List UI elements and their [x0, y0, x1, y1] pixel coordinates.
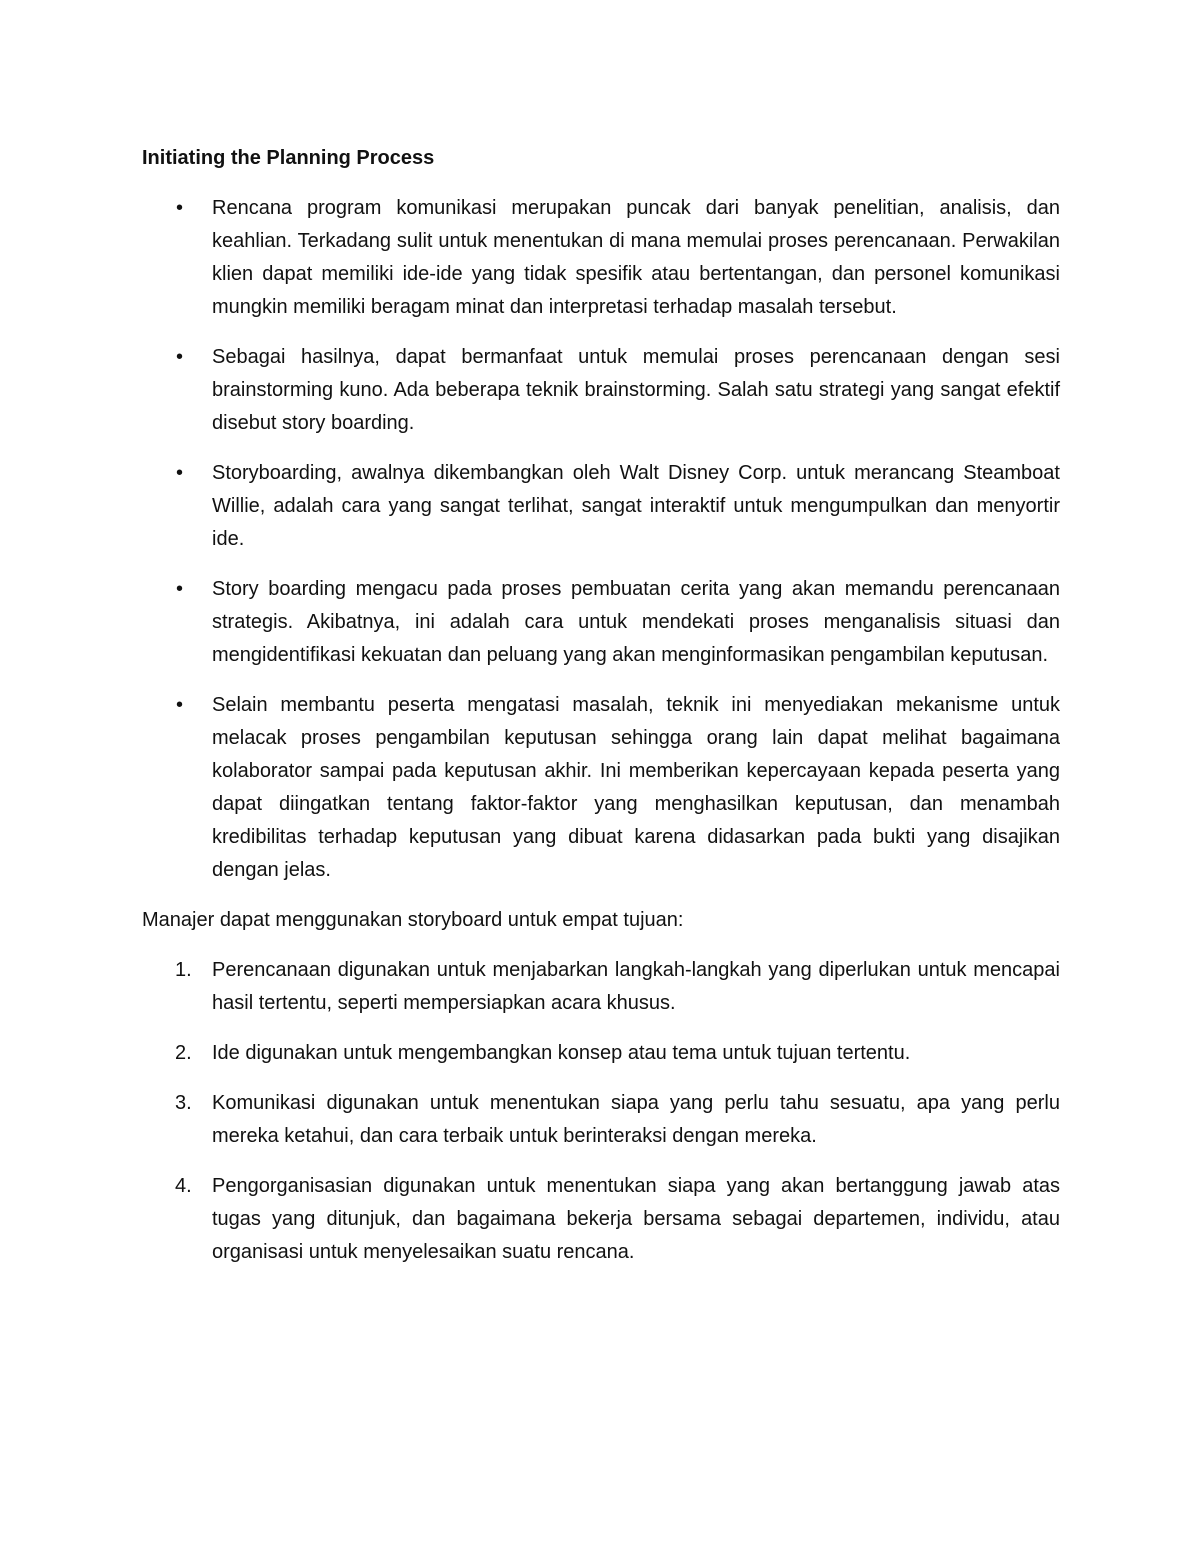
bullet-item	[142, 457, 1060, 556]
numbered-item	[142, 954, 1060, 1020]
bullet-text: Selain membantu peserta mengatasi masalah, teknik ini menyediakan mekanisme untuk melacak proses pengambilan keputusan sehingga orang lain dapat melihat bagaimana kolaborator sampai pada keputusan akhir. Ini memberikan kepercayaan kepada peserta yang dapat diingatkan tentang faktor-faktor yang menghasilkan keputusan, dan menambah kredibilitas terhadap keputusan yang dibuat karena didasarkan pada bukti yang disajikan dengan jelas.	[212, 694, 1060, 881]
item-number: 1.	[175, 959, 192, 981]
numbered-item	[142, 1170, 1060, 1269]
bullet-text: Story boarding mengacu pada proses pembuatan cerita yang akan memandu perencanaan strategis. Akibatnya, ini adalah cara untuk mendekati proses menganalisis situasi dan mengidentifikasi kekuatan dan peluang yang akan menginformasikan pengambilan keputusan.	[212, 578, 1060, 666]
bullet-item	[142, 341, 1060, 440]
item-number: 2.	[175, 1042, 192, 1064]
bullet-marker: •	[176, 197, 184, 219]
item-number: 3.	[175, 1092, 192, 1114]
bullet-marker: •	[176, 462, 184, 484]
item-text: Perencanaan digunakan untuk menjabarkan langkah-langkah yang diperlukan untuk mencapai hasil tertentu, seperti mempersiapkan acara khusus.	[212, 959, 1060, 1014]
bullet-text: Sebagai hasilnya, dapat bermanfaat untuk memulai proses perencanaan dengan sesi brainstorming kuno. Ada beberapa teknik brainstorming. Salah satu strategi yang sangat efektif disebut story boarding.	[212, 346, 1060, 434]
numbered-list	[142, 954, 1060, 1269]
item-text: Pengorganisasian digunakan untuk menentukan siapa yang akan bertanggung jawab atas tugas yang ditunjuk, dan bagaimana bekerja bersama sebagai departemen, individu, atau organisasi untuk menyelesaikan suatu rencana.	[212, 1175, 1060, 1263]
document-body	[142, 142, 1060, 1286]
bullet-marker: •	[176, 694, 184, 716]
numbered-item	[142, 1037, 1060, 1070]
item-number: 4.	[175, 1175, 192, 1197]
list-intro: Manajer dapat menggunakan storyboard untuk empat tujuan:	[142, 909, 684, 931]
section-heading: Initiating the Planning Process	[142, 147, 435, 169]
item-text: Ide digunakan untuk mengembangkan konsep atau tema untuk tujuan tertentu.	[212, 1042, 911, 1064]
bullet-marker: •	[176, 346, 184, 368]
bullet-list	[142, 192, 1060, 887]
item-text: Komunikasi digunakan untuk menentukan siapa yang perlu tahu sesuatu, apa yang perlu mereka ketahui, dan cara terbaik untuk berinteraksi dengan mereka.	[212, 1092, 1060, 1147]
bullet-marker: •	[176, 578, 184, 600]
bullet-item	[142, 573, 1060, 672]
numbered-item	[142, 1087, 1060, 1153]
bullet-text: Rencana program komunikasi merupakan puncak dari banyak penelitian, analisis, dan keahlian. Terkadang sulit untuk menentukan di mana memulai proses perencanaan. Perwakilan klien dapat memiliki ide-ide yang tidak spesifik atau bertentangan, dan personel komunikasi mungkin memiliki beragam minat dan interpretasi terhadap masalah tersebut.	[212, 197, 1060, 318]
bullet-item	[142, 689, 1060, 887]
bullet-text: Storyboarding, awalnya dikembangkan oleh Walt Disney Corp. untuk merancang Steamboat Willie, adalah cara yang sangat terlihat, sangat interaktif untuk mengumpulkan dan menyortir ide.	[212, 462, 1060, 550]
bullet-item	[142, 192, 1060, 324]
